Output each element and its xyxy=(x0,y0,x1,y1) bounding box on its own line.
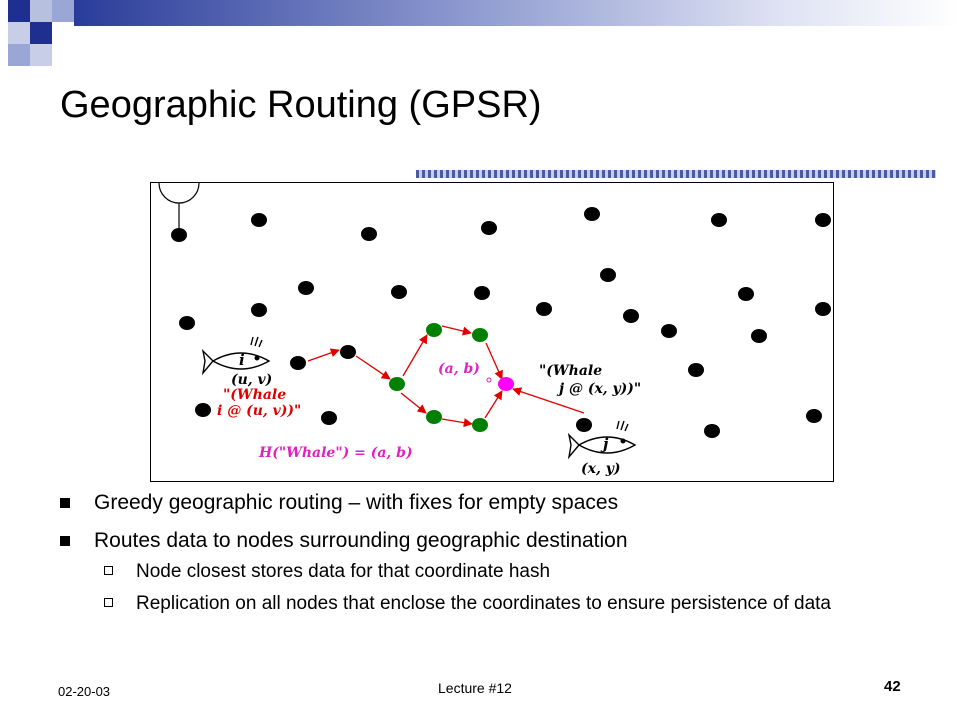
route-arrow xyxy=(442,419,472,424)
sensor-node xyxy=(340,345,356,359)
corner-square-1 xyxy=(8,0,30,22)
label-whale-i-line2: i @ (u, v))" xyxy=(217,403,302,419)
sub-bullet-hollow-square-icon xyxy=(104,598,113,607)
corner-square-7 xyxy=(30,44,52,66)
sensor-node xyxy=(600,268,616,282)
sensor-node xyxy=(751,329,767,343)
footer-lecture: Lecture #12 xyxy=(438,680,512,696)
route-arrow xyxy=(401,393,426,413)
sensor-node xyxy=(738,287,754,301)
sensor-node xyxy=(391,285,407,299)
sensor-node xyxy=(815,302,831,316)
route-arrow xyxy=(485,391,502,418)
sensor-node xyxy=(298,281,314,295)
sub-bullet-text: Replication on all nodes that enclose the coordinates to ensure persistence of data xyxy=(136,593,832,614)
sink-antenna-icon xyxy=(159,183,199,229)
route-arrow xyxy=(356,356,390,379)
sensor-node xyxy=(711,213,727,227)
gpsr-diagram-svg xyxy=(151,183,833,481)
corner-square-2 xyxy=(30,0,52,22)
label-i: i xyxy=(239,351,245,369)
ring-node xyxy=(472,418,488,432)
label-uv: (u, v) xyxy=(231,372,273,388)
top-gradient-bar xyxy=(74,0,960,26)
sensor-node xyxy=(806,409,822,423)
page-number: 42 xyxy=(884,678,901,695)
sensor-node xyxy=(171,228,187,242)
ring-node xyxy=(389,377,405,391)
bullet-item xyxy=(60,528,940,554)
route-arrow xyxy=(486,343,502,379)
sensor-node xyxy=(688,363,704,377)
sensor-node xyxy=(815,213,831,227)
corner-square-6 xyxy=(8,44,30,66)
label-ab: (a, b) xyxy=(438,361,480,377)
sensor-node xyxy=(661,324,677,338)
corner-square-3 xyxy=(52,0,74,22)
sensor-node xyxy=(584,207,600,221)
bullet-square-icon xyxy=(60,536,70,546)
ring-node xyxy=(426,323,442,337)
corner-square-4 xyxy=(8,22,30,44)
footer-date: 02-20-03 xyxy=(58,684,111,699)
sensor-node xyxy=(195,403,211,417)
label-xy: (x, y) xyxy=(581,461,621,477)
bullet-item xyxy=(60,490,940,516)
sub-bullet-item xyxy=(104,592,940,616)
route-arrow xyxy=(308,350,339,361)
label-j: j xyxy=(603,435,609,453)
sensor-node xyxy=(704,424,720,438)
ring-node xyxy=(426,410,442,424)
sub-bullet-item xyxy=(104,560,940,584)
sensor-node xyxy=(321,411,337,425)
gpsr-diagram xyxy=(150,182,834,482)
bullet-text: Greedy geographic routing – with fixes for empty spaces xyxy=(94,491,619,514)
corner-square-5 xyxy=(30,22,52,44)
label-hash: H("Whale") = (a, b) xyxy=(259,445,413,461)
ring-nodes xyxy=(389,323,488,432)
ring-node xyxy=(472,328,488,342)
sensor-node xyxy=(623,309,639,323)
label-whale-j-line1: "(Whale xyxy=(539,363,603,379)
sub-bullet-text: Node closest stores data for that coordinate hash xyxy=(136,561,551,582)
sensor-node xyxy=(251,213,267,227)
sensor-node xyxy=(290,356,306,370)
sensor-node xyxy=(481,221,497,235)
sensor-node xyxy=(251,303,267,317)
sensor-node xyxy=(576,418,592,432)
route-arrow xyxy=(442,326,471,333)
sub-bullet-hollow-square-icon xyxy=(104,566,113,575)
route-arrow xyxy=(403,335,427,376)
bullet-square-icon xyxy=(60,498,70,508)
fish-i-icon xyxy=(203,337,269,373)
bullet-text: Routes data to nodes surrounding geographic destination xyxy=(94,529,628,552)
slide-title: Geographic Routing (GPSR) xyxy=(60,84,542,126)
destination-node xyxy=(498,377,514,391)
label-whale-i-line1: "(Whale xyxy=(223,387,287,403)
title-divider xyxy=(416,170,936,178)
bullet-list xyxy=(60,490,940,624)
sensor-node xyxy=(536,302,552,316)
destination-point xyxy=(487,378,491,382)
label-whale-j-line2: j @ (x, y))" xyxy=(559,381,642,397)
sensor-node xyxy=(361,227,377,241)
sensor-node xyxy=(474,286,490,300)
sensor-node xyxy=(179,316,195,330)
